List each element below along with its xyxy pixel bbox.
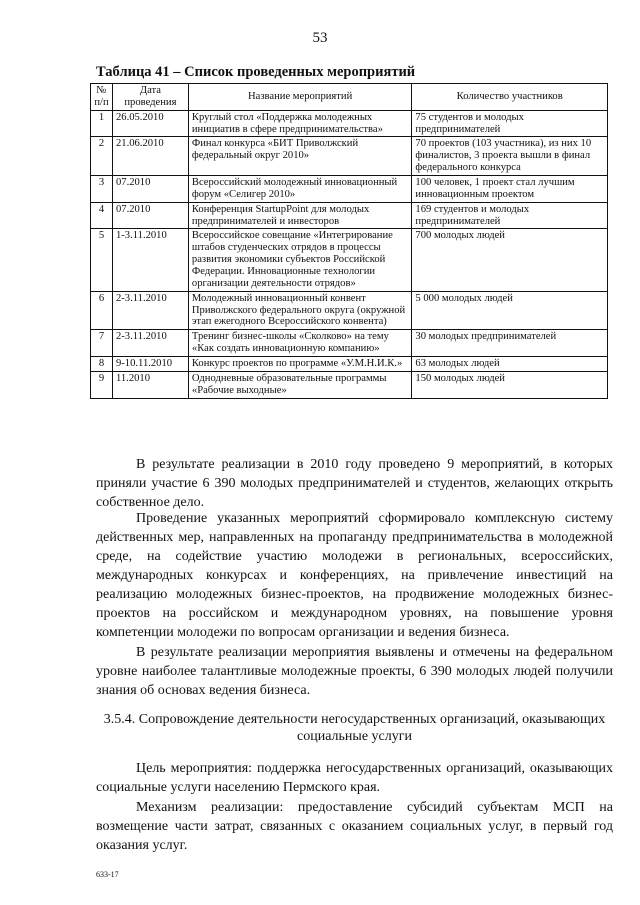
row-number: 3: [91, 176, 113, 203]
row-participants: 700 молодых людей: [412, 229, 608, 291]
row-event-name: Круглый стол «Поддержка молодежных инициатив в сфере предпринимательства»: [188, 110, 412, 137]
events-impact-paragraph: Проведение указанных мероприятий сформировало комплексную систему действенных мер, направленных на пропаганду предпринимательства в молодежной среде, на содействие участию молодежи в региональных, всероссийских, международных конкурсах и конференциях, на привлечение инвестиций на реализацию молодежных бизнес-проектов, на продвижение молодежных бизнес-проектов на российском и международном уровнях, на повышение уровня компетенции молодежи по вопросам организации и ведения бизнеса.: [96, 511, 613, 640]
header-number: № п/п: [91, 84, 113, 111]
row-participants: 5 000 молодых людей: [412, 291, 608, 330]
row-date: 2-3.11.2010: [112, 291, 188, 330]
subsection-title: 3.5.4. Сопровождение деятельности негосударственных организаций, оказывающих социальные услуги: [103, 712, 606, 744]
row-number: 6: [91, 291, 113, 330]
row-event-name: Конференция StartupPoint для молодых предпринимателей и инвесторов: [188, 202, 412, 229]
table-row: [91, 330, 608, 357]
header-participants: Количество участников: [412, 84, 608, 111]
row-number: 5: [91, 229, 113, 291]
mechanism-paragraph: Механизм реализации: предоставление субсидий субъектам МСП на возмещение части затрат, связанных с оказанием социальных услуг, в первый год оказания услуг.: [96, 800, 613, 853]
page-number: 53: [312, 30, 328, 46]
header-date: Дата проведения: [112, 84, 188, 111]
table-row: [91, 291, 608, 330]
row-participants: 70 проектов (103 участника), из них 10 финалистов, 3 проекта вышли в финал федерального конкурса: [412, 137, 608, 176]
row-number: 8: [91, 357, 113, 372]
row-number: 9: [91, 371, 113, 398]
row-date: 07.2010: [112, 176, 188, 203]
events-table: [90, 83, 608, 399]
table-row: [91, 229, 608, 291]
row-participants: 63 молодых людей: [412, 357, 608, 372]
row-event-name: Конкурс проектов по программе «У.М.Н.И.К.»: [188, 357, 412, 372]
row-date: 2-3.11.2010: [112, 330, 188, 357]
row-number: 7: [91, 330, 113, 357]
table-row: [91, 137, 608, 176]
row-event-name: Молодежный инновационный конвент Приволжского федерального округа (окружной этап ежегодного Всероссийского конвента): [188, 291, 412, 330]
row-number: 2: [91, 137, 113, 176]
table-row: [91, 371, 608, 398]
table-row: [91, 176, 608, 203]
row-event-name: Однодневные образовательные программы «Рабочие выходные»: [188, 371, 412, 398]
row-date: 11.2010: [112, 371, 188, 398]
goal-paragraph: Цель мероприятия: поддержка негосударственных организаций, оказывающих социальные услуги населению Пермского края.: [96, 761, 613, 795]
row-participants: 30 молодых предпринимателей: [412, 330, 608, 357]
table-row: [91, 202, 608, 229]
row-participants: 75 студентов и молодых предпринимателей: [412, 110, 608, 137]
row-date: 9-10.11.2010: [112, 357, 188, 372]
table-header-row: [91, 84, 608, 111]
row-event-name: Всероссийское совещание «Интегрирование штабов студенческих отрядов в процессы развития экономики субъектов Российской Федерации. Инновационные технологии организации деятельности отрядов»: [188, 229, 412, 291]
row-date: 21.06.2010: [112, 137, 188, 176]
row-participants: 169 студентов и молодых предпринимателей: [412, 202, 608, 229]
row-event-name: Финал конкурса «БИТ Приволжский федеральный округ 2010»: [188, 137, 412, 176]
row-number: 4: [91, 202, 113, 229]
row-date: 1-3.11.2010: [112, 229, 188, 291]
table-row: [91, 110, 608, 137]
row-event-name: Тренинг бизнес-школы «Сколково» на тему «Как создать инновационную компанию»: [188, 330, 412, 357]
row-participants: 150 молодых людей: [412, 371, 608, 398]
table-row: [91, 357, 608, 372]
row-date: 26.05.2010: [112, 110, 188, 137]
row-event-name: Всероссийский молодежный инновационный форум «Селигер 2010»: [188, 176, 412, 203]
table-caption: Таблица 41 – Список проведенных мероприятий: [96, 64, 416, 80]
outcome-paragraph: В результате реализации мероприятия выявлены и отмечены на федеральном уровне наиболее талантливые молодежные проекты, 6 390 молодых людей получили знания об основах ведения бизнеса.: [96, 645, 613, 698]
row-date: 07.2010: [112, 202, 188, 229]
row-participants: 100 человек, 1 проект стал лучшим инновационным проектом: [412, 176, 608, 203]
header-event-name: Название мероприятий: [188, 84, 412, 111]
footer-code: 633-17: [96, 870, 119, 879]
row-number: 1: [91, 110, 113, 137]
results-paragraph: В результате реализации в 2010 году проведено 9 мероприятий, в которых приняли участие 6 390 молодых предпринимателей и студентов, желающих открыть собственное дело.: [96, 457, 613, 510]
